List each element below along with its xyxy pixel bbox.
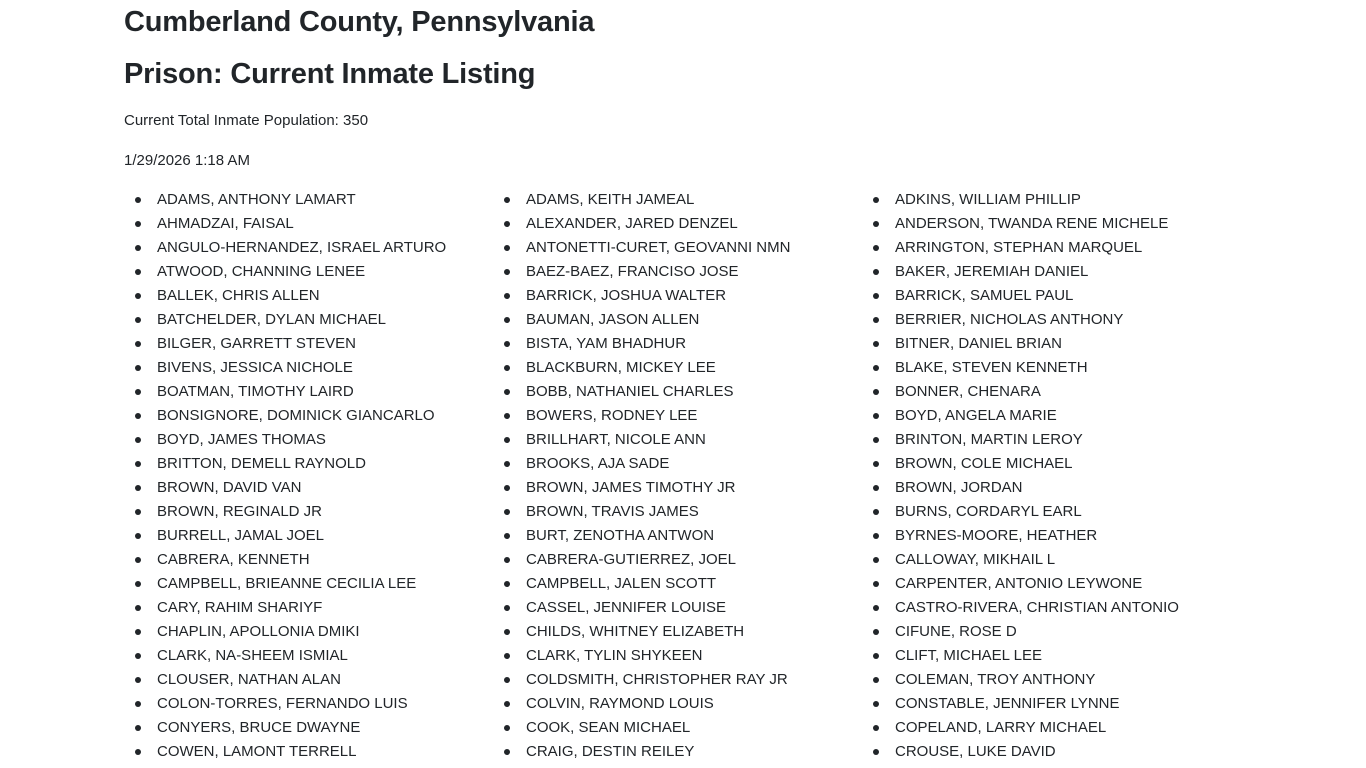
- inmate-column-3: [862, 188, 1231, 764]
- inmate-list-item: BROWN, TRAVIS JAMES: [493, 500, 862, 524]
- inmate-list-item: CROUSE, LUKE DAVID: [862, 740, 1231, 764]
- inmate-list-item: BYRNES-MOORE, HEATHER: [862, 524, 1231, 548]
- inmate-list-item: BARRICK, JOSHUA WALTER: [493, 284, 862, 308]
- inmate-list-item: BURNS, CORDARYL EARL: [862, 500, 1231, 524]
- inmate-list-item: BURT, ZENOTHA ANTWON: [493, 524, 862, 548]
- inmate-list-item: CAMPBELL, BRIEANNE CECILIA LEE: [124, 572, 493, 596]
- report-timestamp: 1/29/2026 1:18 AM: [124, 152, 250, 169]
- inmate-list-item: COPELAND, LARRY MICHAEL: [862, 716, 1231, 740]
- inmate-list-item: BRILLHART, NICOLE ANN: [493, 428, 862, 452]
- inmate-list-item: AHMADZAI, FAISAL: [124, 212, 493, 236]
- inmate-list-item: BIVENS, JESSICA NICHOLE: [124, 356, 493, 380]
- inmate-list-item: BAEZ-BAEZ, FRANCISO JOSE: [493, 260, 862, 284]
- page-title-county: Cumberland County, Pennsylvania: [124, 6, 595, 38]
- inmate-list-item: CRAIG, DESTIN REILEY: [493, 740, 862, 764]
- inmate-list-item: CAMPBELL, JALEN SCOTT: [493, 572, 862, 596]
- inmate-list-item: BROOKS, AJA SADE: [493, 452, 862, 476]
- inmate-list-item: CABRERA, KENNETH: [124, 548, 493, 572]
- page-title-listing: Prison: Current Inmate Listing: [124, 58, 536, 90]
- inmate-list-item: ANTONETTI-CURET, GEOVANNI NMN: [493, 236, 862, 260]
- inmate-list-item: BILGER, GARRETT STEVEN: [124, 332, 493, 356]
- inmate-list-item: BOWERS, RODNEY LEE: [493, 404, 862, 428]
- inmate-list-item: COOK, SEAN MICHAEL: [493, 716, 862, 740]
- inmate-list-item: CALLOWAY, MIKHAIL L: [862, 548, 1231, 572]
- inmate-list-item: ADKINS, WILLIAM PHILLIP: [862, 188, 1231, 212]
- inmate-list-item: BROWN, REGINALD JR: [124, 500, 493, 524]
- inmate-list-item: BOBB, NATHANIEL CHARLES: [493, 380, 862, 404]
- inmate-list-item: COLEMAN, TROY ANTHONY: [862, 668, 1231, 692]
- inmate-list-item: CASSEL, JENNIFER LOUISE: [493, 596, 862, 620]
- inmate-list-item: ANGULO-HERNANDEZ, ISRAEL ARTURO: [124, 236, 493, 260]
- inmate-list-item: CLARK, TYLIN SHYKEEN: [493, 644, 862, 668]
- inmate-list-item: CLIFT, MICHAEL LEE: [862, 644, 1231, 668]
- inmate-list-item: ARRINGTON, STEPHAN MARQUEL: [862, 236, 1231, 260]
- inmate-list-item: BERRIER, NICHOLAS ANTHONY: [862, 308, 1231, 332]
- inmate-list-item: BOYD, JAMES THOMAS: [124, 428, 493, 452]
- inmate-list-item: COWEN, LAMONT TERRELL: [124, 740, 493, 764]
- inmate-list-item: ANDERSON, TWANDA RENE MICHELE: [862, 212, 1231, 236]
- inmate-list-item: BARRICK, SAMUEL PAUL: [862, 284, 1231, 308]
- inmate-list-item: COLON-TORRES, FERNANDO LUIS: [124, 692, 493, 716]
- inmate-list-item: BOATMAN, TIMOTHY LAIRD: [124, 380, 493, 404]
- inmate-list-item: BROWN, JAMES TIMOTHY JR: [493, 476, 862, 500]
- inmate-list-item: BONSIGNORE, DOMINICK GIANCARLO: [124, 404, 493, 428]
- inmate-list-item: CASTRO-RIVERA, CHRISTIAN ANTONIO: [862, 596, 1231, 620]
- inmate-list-item: BROWN, DAVID VAN: [124, 476, 493, 500]
- inmate-list-item: BALLEK, CHRIS ALLEN: [124, 284, 493, 308]
- inmate-list-item: BRINTON, MARTIN LEROY: [862, 428, 1231, 452]
- inmate-list-item: CONYERS, BRUCE DWAYNE: [124, 716, 493, 740]
- inmate-list-item: BITNER, DANIEL BRIAN: [862, 332, 1231, 356]
- inmate-list-item: BROWN, JORDAN: [862, 476, 1231, 500]
- inmate-column-1: [124, 188, 493, 764]
- inmate-list-item: CHAPLIN, APOLLONIA DMIKI: [124, 620, 493, 644]
- inmate-list-item: BISTA, YAM BHADHUR: [493, 332, 862, 356]
- inmate-list-item: CARY, RAHIM SHARIYF: [124, 596, 493, 620]
- total-population-label: Current Total Inmate Population: 350: [124, 112, 369, 129]
- inmate-column-2: [493, 188, 862, 764]
- inmate-list-item: CHILDS, WHITNEY ELIZABETH: [493, 620, 862, 644]
- inmate-list-item: ADAMS, ANTHONY LAMART: [124, 188, 493, 212]
- inmate-list-item: ADAMS, KEITH JAMEAL: [493, 188, 862, 212]
- inmate-list-item: BURRELL, JAMAL JOEL: [124, 524, 493, 548]
- inmate-list-item: BAKER, JEREMIAH DANIEL: [862, 260, 1231, 284]
- inmate-list-item: BROWN, COLE MICHAEL: [862, 452, 1231, 476]
- inmate-list-item: CIFUNE, ROSE D: [862, 620, 1231, 644]
- inmate-list-item: BRITTON, DEMELL RAYNOLD: [124, 452, 493, 476]
- inmate-list-item: BOYD, ANGELA MARIE: [862, 404, 1231, 428]
- inmate-list-item: CABRERA-GUTIERREZ, JOEL: [493, 548, 862, 572]
- inmate-list-item: CLARK, NA-SHEEM ISMIAL: [124, 644, 493, 668]
- inmate-list-item: CARPENTER, ANTONIO LEYWONE: [862, 572, 1231, 596]
- inmate-list-item: CONSTABLE, JENNIFER LYNNE: [862, 692, 1231, 716]
- inmate-list-item: BLACKBURN, MICKEY LEE: [493, 356, 862, 380]
- inmate-list-item: ALEXANDER, JARED DENZEL: [493, 212, 862, 236]
- inmate-list-item: CLOUSER, NATHAN ALAN: [124, 668, 493, 692]
- inmate-list-item: BAUMAN, JASON ALLEN: [493, 308, 862, 332]
- inmate-columns-container: [124, 188, 1366, 764]
- inmate-list-item: BLAKE, STEVEN KENNETH: [862, 356, 1231, 380]
- inmate-list-item: BONNER, CHENARA: [862, 380, 1231, 404]
- page-header: [124, 4, 1366, 171]
- inmate-list-item: ATWOOD, CHANNING LENEE: [124, 260, 493, 284]
- inmate-list-item: BATCHELDER, DYLAN MICHAEL: [124, 308, 493, 332]
- inmate-list-item: COLVIN, RAYMOND LOUIS: [493, 692, 862, 716]
- inmate-list-item: COLDSMITH, CHRISTOPHER RAY JR: [493, 668, 862, 692]
